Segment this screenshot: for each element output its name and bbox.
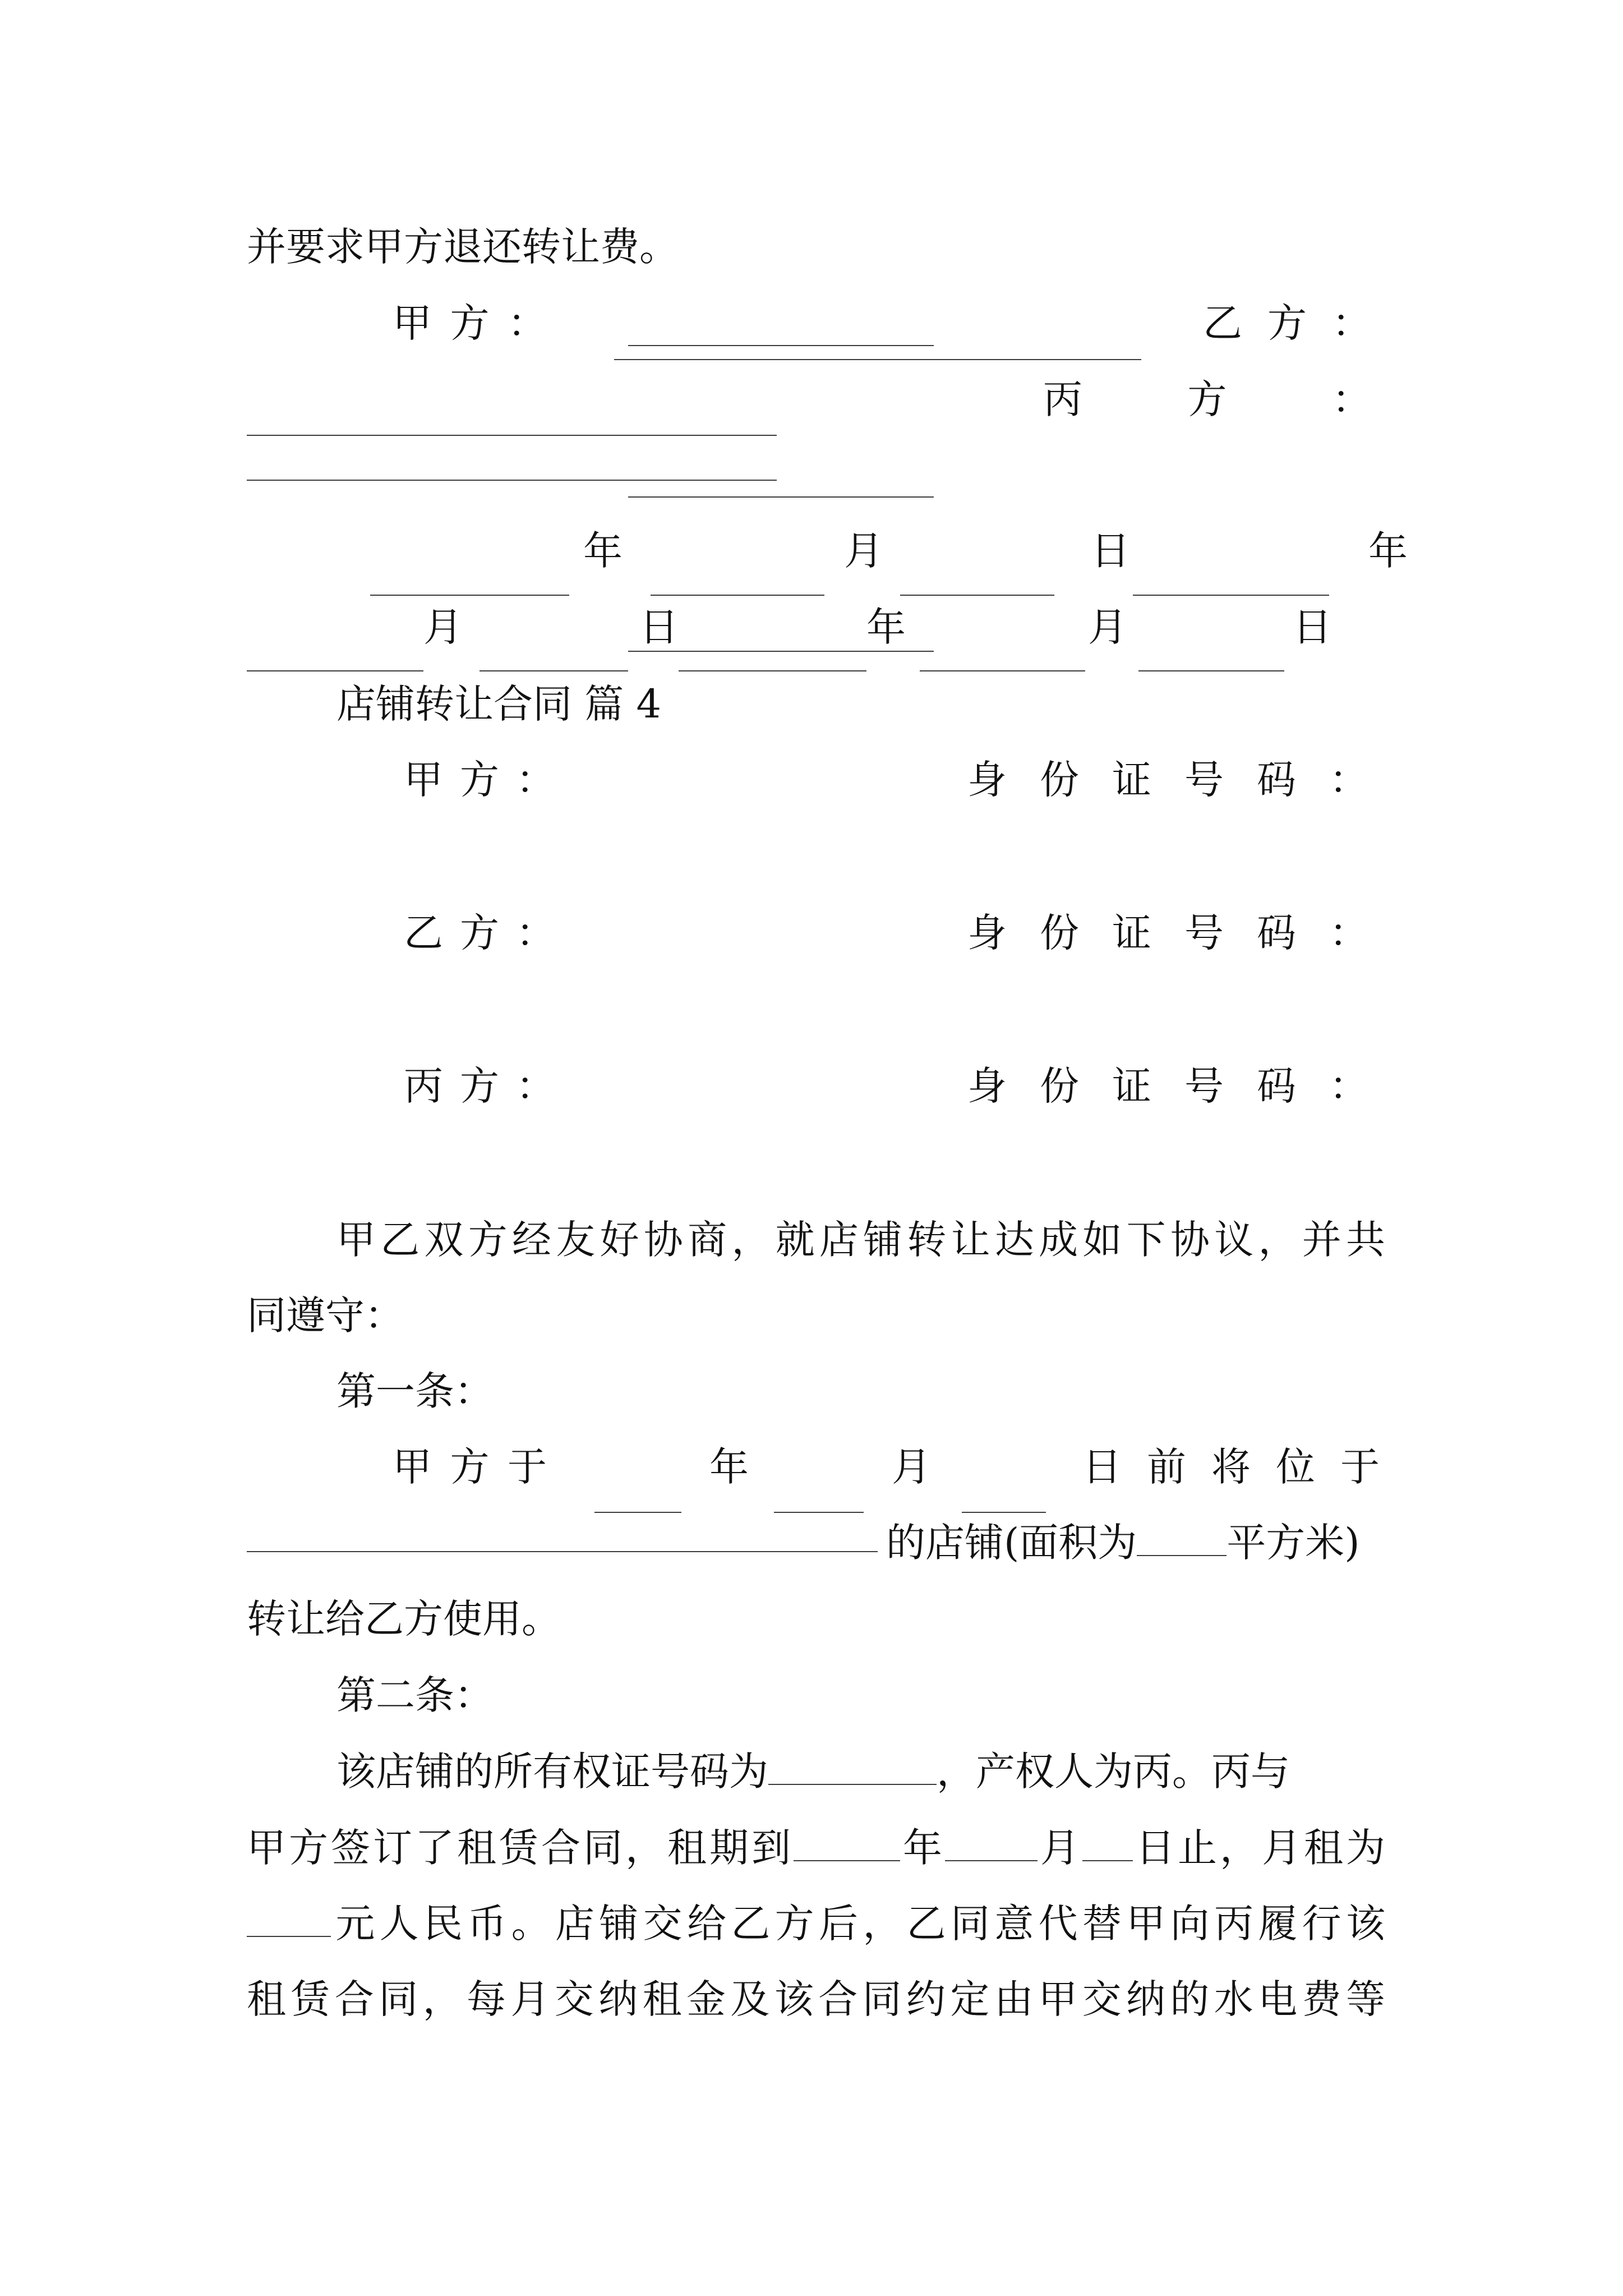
fill-blank	[628, 651, 934, 652]
fill-blank	[628, 496, 934, 498]
text-segment: 丙方：	[404, 1063, 572, 1109]
text-segment: 第二条：	[336, 1672, 494, 1718]
text-segment: 元人民币。店铺交给乙方后，乙同意代替甲向丙履行该	[331, 1901, 1385, 1947]
document-line	[0, 366, 1623, 433]
text-segment: 身份证号码：	[967, 757, 1401, 803]
text-segment: 甲方签订了租赁合同，租期到	[247, 1825, 794, 1871]
text-segment: 月	[1038, 1825, 1082, 1871]
document-line	[0, 670, 1623, 738]
document-line	[0, 517, 1623, 585]
text-segment: 日	[1293, 604, 1332, 650]
fill-blank	[247, 1551, 878, 1552]
fill-blank	[1137, 1520, 1227, 1556]
text-segment: 日	[639, 604, 679, 650]
document-line	[0, 1585, 1623, 1653]
fill-blank	[628, 345, 934, 346]
text-segment: 同遵守：	[247, 1292, 404, 1338]
document-line	[0, 213, 1623, 280]
text-segment: 第一条：	[336, 1368, 494, 1414]
document-line	[0, 1358, 1623, 1425]
document-line	[0, 1206, 1623, 1273]
document-line	[0, 1966, 1623, 2033]
text-segment: 转让给乙方使用。	[247, 1596, 561, 1642]
text-segment: 甲方：	[393, 300, 565, 346]
document-line	[0, 1890, 1623, 1957]
text-segment: 年	[866, 604, 906, 650]
text-segment: 甲乙双方经友好协商，就店铺转让达成如下协议，并共	[336, 1217, 1385, 1263]
text-segment: 甲方：	[404, 757, 572, 803]
text-segment: 月	[844, 528, 883, 574]
document-line	[0, 1814, 1623, 1881]
text-segment: 月	[1088, 604, 1127, 650]
document-line	[0, 1433, 1623, 1501]
document-line	[0, 1282, 1623, 1349]
text-segment: 店铺转让合同 篇 4	[336, 681, 662, 727]
text-segment: 年	[583, 528, 623, 574]
text-segment: 甲方于	[393, 1444, 565, 1490]
text-segment: 年	[1368, 528, 1408, 574]
text-segment: 身份证号码：	[967, 1063, 1401, 1109]
text-segment: 年	[709, 1444, 749, 1490]
text-segment: 年	[900, 1825, 945, 1871]
text-segment: 日	[1091, 528, 1130, 574]
document-line	[0, 1052, 1623, 1120]
text-segment: 日止，月租为	[1133, 1825, 1385, 1871]
fill-blank	[794, 1825, 900, 1861]
fill-blank	[768, 1749, 937, 1785]
text-segment: 平方米)	[1227, 1520, 1360, 1566]
fill-blank	[247, 435, 777, 436]
text-segment: ，产权人为丙。丙与	[937, 1749, 1290, 1795]
document-line	[0, 1662, 1623, 1729]
document-line	[0, 289, 1623, 357]
text-segment: 月	[423, 604, 463, 650]
text-segment: 并要求甲方退还转让费。	[247, 224, 679, 270]
text-segment: 乙方：	[1203, 300, 1396, 346]
fill-blank	[247, 1901, 331, 1937]
document-line	[0, 746, 1623, 813]
text-segment: 丙方：	[1043, 376, 1477, 422]
text-segment: 的店铺(面积为	[886, 1520, 1137, 1566]
text-segment: 身份证号码：	[967, 910, 1401, 956]
text-segment: 乙方：	[404, 910, 572, 956]
fill-blank	[1082, 1825, 1133, 1861]
document-line	[0, 1738, 1623, 1805]
fill-blank	[945, 1825, 1038, 1861]
document-line	[0, 899, 1623, 967]
fill-blank	[247, 480, 777, 481]
text-segment: 该店铺的所有权证号码为	[336, 1749, 768, 1795]
text-segment: 月	[892, 1444, 931, 1490]
text-segment: 租赁合同，每月交纳租金及该合同约定由甲交纳的水电费等	[247, 1976, 1385, 2022]
fill-blank	[614, 359, 1141, 360]
text-segment: 日前将位于	[1082, 1444, 1405, 1490]
document-line	[0, 1509, 1623, 1576]
